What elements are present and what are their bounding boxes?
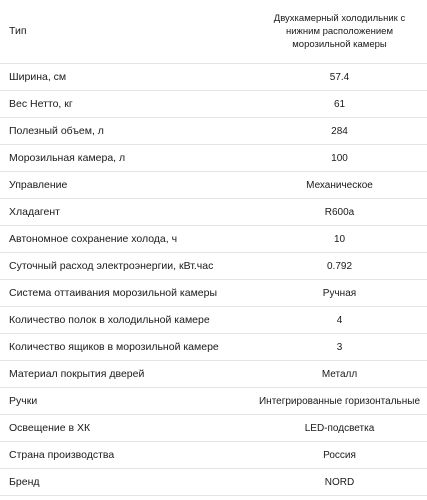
spec-row-energy-consumption xyxy=(0,253,427,280)
spec-row-lighting xyxy=(0,415,427,442)
spec-value: Механическое xyxy=(252,172,427,199)
spec-row-usable-volume xyxy=(0,118,427,145)
spec-label: Материал покрытия дверей xyxy=(0,361,252,388)
spec-value: 0.792 xyxy=(252,253,427,280)
spec-value: 3 xyxy=(252,334,427,361)
spec-value: NORD xyxy=(252,469,427,496)
spec-row-defrost-system xyxy=(0,280,427,307)
spec-row-freezer-volume xyxy=(0,145,427,172)
spec-value: 10 xyxy=(252,226,427,253)
spec-label: Страна производства xyxy=(0,442,252,469)
spec-row-width xyxy=(0,64,427,91)
spec-value: Россия xyxy=(252,442,427,469)
spec-label: Ручки xyxy=(0,388,252,415)
spec-value: 100 xyxy=(252,145,427,172)
spec-label: Количество ящиков в морозильной камере xyxy=(0,334,252,361)
spec-value: Двухкамерный холодильник с нижним расположением морозильной камеры xyxy=(252,0,427,64)
spec-value: Ручная xyxy=(252,280,427,307)
spec-value: R600a xyxy=(252,199,427,226)
spec-label: Хладагент xyxy=(0,199,252,226)
spec-value: Интегрированные горизонтальные xyxy=(252,388,427,415)
spec-value: 284 xyxy=(252,118,427,145)
spec-value: LED-подсветка xyxy=(252,415,427,442)
spec-row-handles xyxy=(0,388,427,415)
spec-label: Ширина, см xyxy=(0,64,252,91)
spec-row-control xyxy=(0,172,427,199)
spec-row-brand xyxy=(0,469,427,496)
spec-label: Морозильная камера, л xyxy=(0,145,252,172)
spec-row-freezer-drawers xyxy=(0,334,427,361)
spec-label: Бренд xyxy=(0,469,252,496)
spec-row-country xyxy=(0,442,427,469)
spec-label: Количество полок в холодильной камере xyxy=(0,307,252,334)
spec-row-net-weight xyxy=(0,91,427,118)
spec-label: Управление xyxy=(0,172,252,199)
spec-label: Тип xyxy=(0,0,252,64)
spec-label: Освещение в ХК xyxy=(0,415,252,442)
spec-value: 57.4 xyxy=(252,64,427,91)
spec-row-autonomous-cold xyxy=(0,226,427,253)
spec-value: 4 xyxy=(252,307,427,334)
spec-row-refrigerant xyxy=(0,199,427,226)
spec-value: 61 xyxy=(252,91,427,118)
spec-value: Металл xyxy=(252,361,427,388)
spec-label: Вес Нетто, кг xyxy=(0,91,252,118)
spec-row-fridge-shelves xyxy=(0,307,427,334)
spec-row-door-material xyxy=(0,361,427,388)
spec-label: Полезный объем, л xyxy=(0,118,252,145)
spec-label: Система оттаивания морозильной камеры xyxy=(0,280,252,307)
spec-label: Суточный расход электроэнергии, кВт.час xyxy=(0,253,252,280)
spec-label: Автономное сохранение холода, ч xyxy=(0,226,252,253)
spec-row-type xyxy=(0,0,427,64)
